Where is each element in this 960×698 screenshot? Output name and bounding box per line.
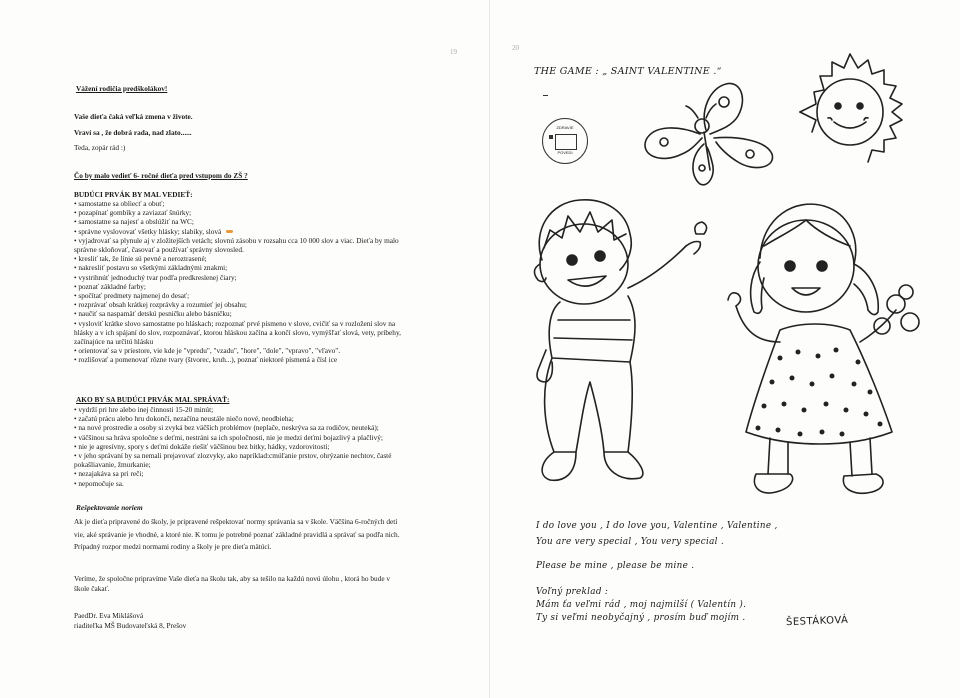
translation-line-1: Mám ťa veľmi rád , moj najmilší ( Valentín ). xyxy=(536,600,747,610)
list-item: • začatú prácu alebo hru dokončí, nezačína neustále niečo nové, neodbieha; xyxy=(74,414,294,424)
song-line-1: I do love you , I do love you, Valentine , Valentine , xyxy=(536,521,778,531)
know-heading: BUDÚCI PRVÁK BY MAL VEDIEŤ: xyxy=(74,190,193,199)
list-item: • samostatne sa obliecť a obuť; xyxy=(74,199,165,208)
translation-line-2: Ty si veľmi neobyčajný , prosím buď mojím . xyxy=(536,613,746,623)
dash-mark xyxy=(543,95,548,96)
closing-line-2: škole čakať. xyxy=(74,584,110,593)
respect-heading: Rešpektovanie noriem xyxy=(76,503,143,512)
list-item: • na nové prostredie a osoby si zvyká bez väčších problémov (neplače, neskrýva sa za rodičov, neuteká); xyxy=(74,423,379,433)
intro-line-2: Vraví sa , že dobrá rada, nad zlato...... xyxy=(74,128,192,137)
list-item: • nie je agresívny, spory s deťmi dokáže riešiť väčšinou bez bitky, hádky, vzdorovitosti; xyxy=(74,441,330,451)
stamp-text-bottom: POVEDI xyxy=(557,150,573,155)
stamp-square xyxy=(549,135,553,139)
paragraph-line: Prípadný rozpor medzi normami rodiny a školy je pre dieťa mätúci. xyxy=(74,542,272,551)
closing-line-1: Veríme, že spoločne pripravíme Vaše dieťa na školu tak, aby sa tešilo na každú novú úlohu , ktorá ho bude v xyxy=(74,574,391,583)
song-line-3: Please be mine , please be mine . xyxy=(536,561,695,571)
kindergarten-stamp xyxy=(542,118,588,164)
signature-title: riaditeľka MŠ Budovateľská 8, Prešov xyxy=(74,621,187,630)
game-title: THE GAME : „ SAINT VALENTINE .“ xyxy=(534,66,722,77)
list-item: • správne vyslovovať všetky hlásky; slabiky, slová xyxy=(74,226,222,236)
list-item: • vystrihnúť jednoduchý tvar podľa predkreslenej čiary; xyxy=(74,272,237,282)
list-item: • samostatne sa najesť a obslúžiť na WC; xyxy=(74,217,194,227)
list-item: • nakresliť postavu so všetkými základnými znakmi; xyxy=(74,263,228,273)
list-item: • pozapínať gombíky a zaviazať šnúrky; xyxy=(74,208,192,218)
signature-name: PaedDr. Eva Miklášová xyxy=(74,611,144,620)
sun-illustration xyxy=(790,32,950,162)
letter-greeting: Vážení rodičia predškolákov! xyxy=(76,84,168,93)
list-item: • nezajakáva sa pri reči; xyxy=(74,469,144,479)
section-question: Čo by malo vedieť 6- ročné dieťa pred vstupom do ZŠ ? xyxy=(74,171,248,180)
list-item: pokašliavanie, žmurkanie; xyxy=(74,460,151,470)
list-item: • orientovať sa v priestore, vie kde je "vpredu", "vzadu", "hore", "dole", "vpravo", "vľavo". xyxy=(74,346,341,356)
list-item: hlásky a v ich spájaní do slov, rozpoznávať, ktorou hláskou začína a končí slovo, vymýšľať slová, vety, príbehy, xyxy=(74,327,401,337)
list-item: • spočítať predmety najmenej do desať; xyxy=(74,291,190,301)
author-signature: ŠESTÁKOVÁ xyxy=(785,614,849,629)
butterfly-illustration xyxy=(640,80,780,190)
list-item: začínajúce na určitú hlásku xyxy=(74,337,154,347)
list-item: • vyjadrovať sa plynule aj v zložitejších vetách; slovnú zásobu v rozsahu cca 10 000 slov a viac. Dieťa by malo xyxy=(74,235,399,245)
paragraph-line: Ak je dieťa pripravené do školy, je pripravené rešpektovať normy správania sa v škole. Väčšina 6-ročných detí xyxy=(74,517,398,526)
list-item: • poznať základné farby; xyxy=(74,281,146,291)
list-item: • naučiť sa naspamäť detskú pesničku alebo básničku; xyxy=(74,309,232,319)
intro-line-3: Teda, zopár rád :) xyxy=(74,143,126,152)
behave-list xyxy=(74,405,391,488)
behave-heading: AKO BY SA BUDÚCI PRVÁK MAL SPRÁVAŤ: xyxy=(76,395,230,404)
respect-paragraph xyxy=(74,516,399,554)
list-item: • vysloviť krátke slovo samostatne po hláskach; rozpoznať prvé písmeno v slove, cvičiť sa v rozložení slov na xyxy=(74,318,396,328)
intro-line-1: Vaše dieťa čaká veľká zmena v živote. xyxy=(74,112,193,121)
know-list xyxy=(74,199,401,365)
scan-mark: 19 xyxy=(450,48,457,56)
list-item: • vydrží pri hre alebo inej činnosti 15-20 minút; xyxy=(74,405,214,414)
scan-mark: 20 xyxy=(512,44,519,52)
list-item: • nepomočuje sa. xyxy=(74,478,124,488)
valentine-game-page xyxy=(450,0,960,698)
girl-illustration xyxy=(710,192,930,512)
list-item: • rozprávať obsah krátkej rozprávky a rozumieť jej obsahu; xyxy=(74,300,247,310)
song-line-2: You are very special , You very special . xyxy=(536,537,724,547)
pen-mark xyxy=(226,230,233,233)
list-item: • v jeho správaní by sa nemali prejavovať zlozvyky, ako napríklad:cmúľanie prstov, ohrýzanie nechtov, časté xyxy=(74,451,392,461)
list-item: • kresliť tak, že línie sú pevné a neroztrasené; xyxy=(74,254,207,264)
list-item: správne skloňovať, časovať a používať správny slovosled. xyxy=(74,245,244,255)
list-item: • väčšinou sa hráva spoločne s deťmi, nestráni sa ich spoločnosti, nie je medzi deťmi bojazlivý a plačlivý; xyxy=(74,432,383,442)
list-item: • rozlišovať a pomenovať rôzne tvary (štvorec, kruh...), poznať niektoré písmená a čísl ice xyxy=(74,355,338,365)
paragraph-line: vie, aké správanie je vhodné, a ktoré nie. K tomu je potrebné poznať základné pravidlá a správať sa podľa nich. xyxy=(74,529,400,539)
stamp-logo xyxy=(555,134,577,150)
stamp-text-top: ZDRAVIE xyxy=(556,125,574,130)
translation-heading: Voľný preklad : xyxy=(536,587,609,597)
boy-illustration xyxy=(510,190,710,510)
